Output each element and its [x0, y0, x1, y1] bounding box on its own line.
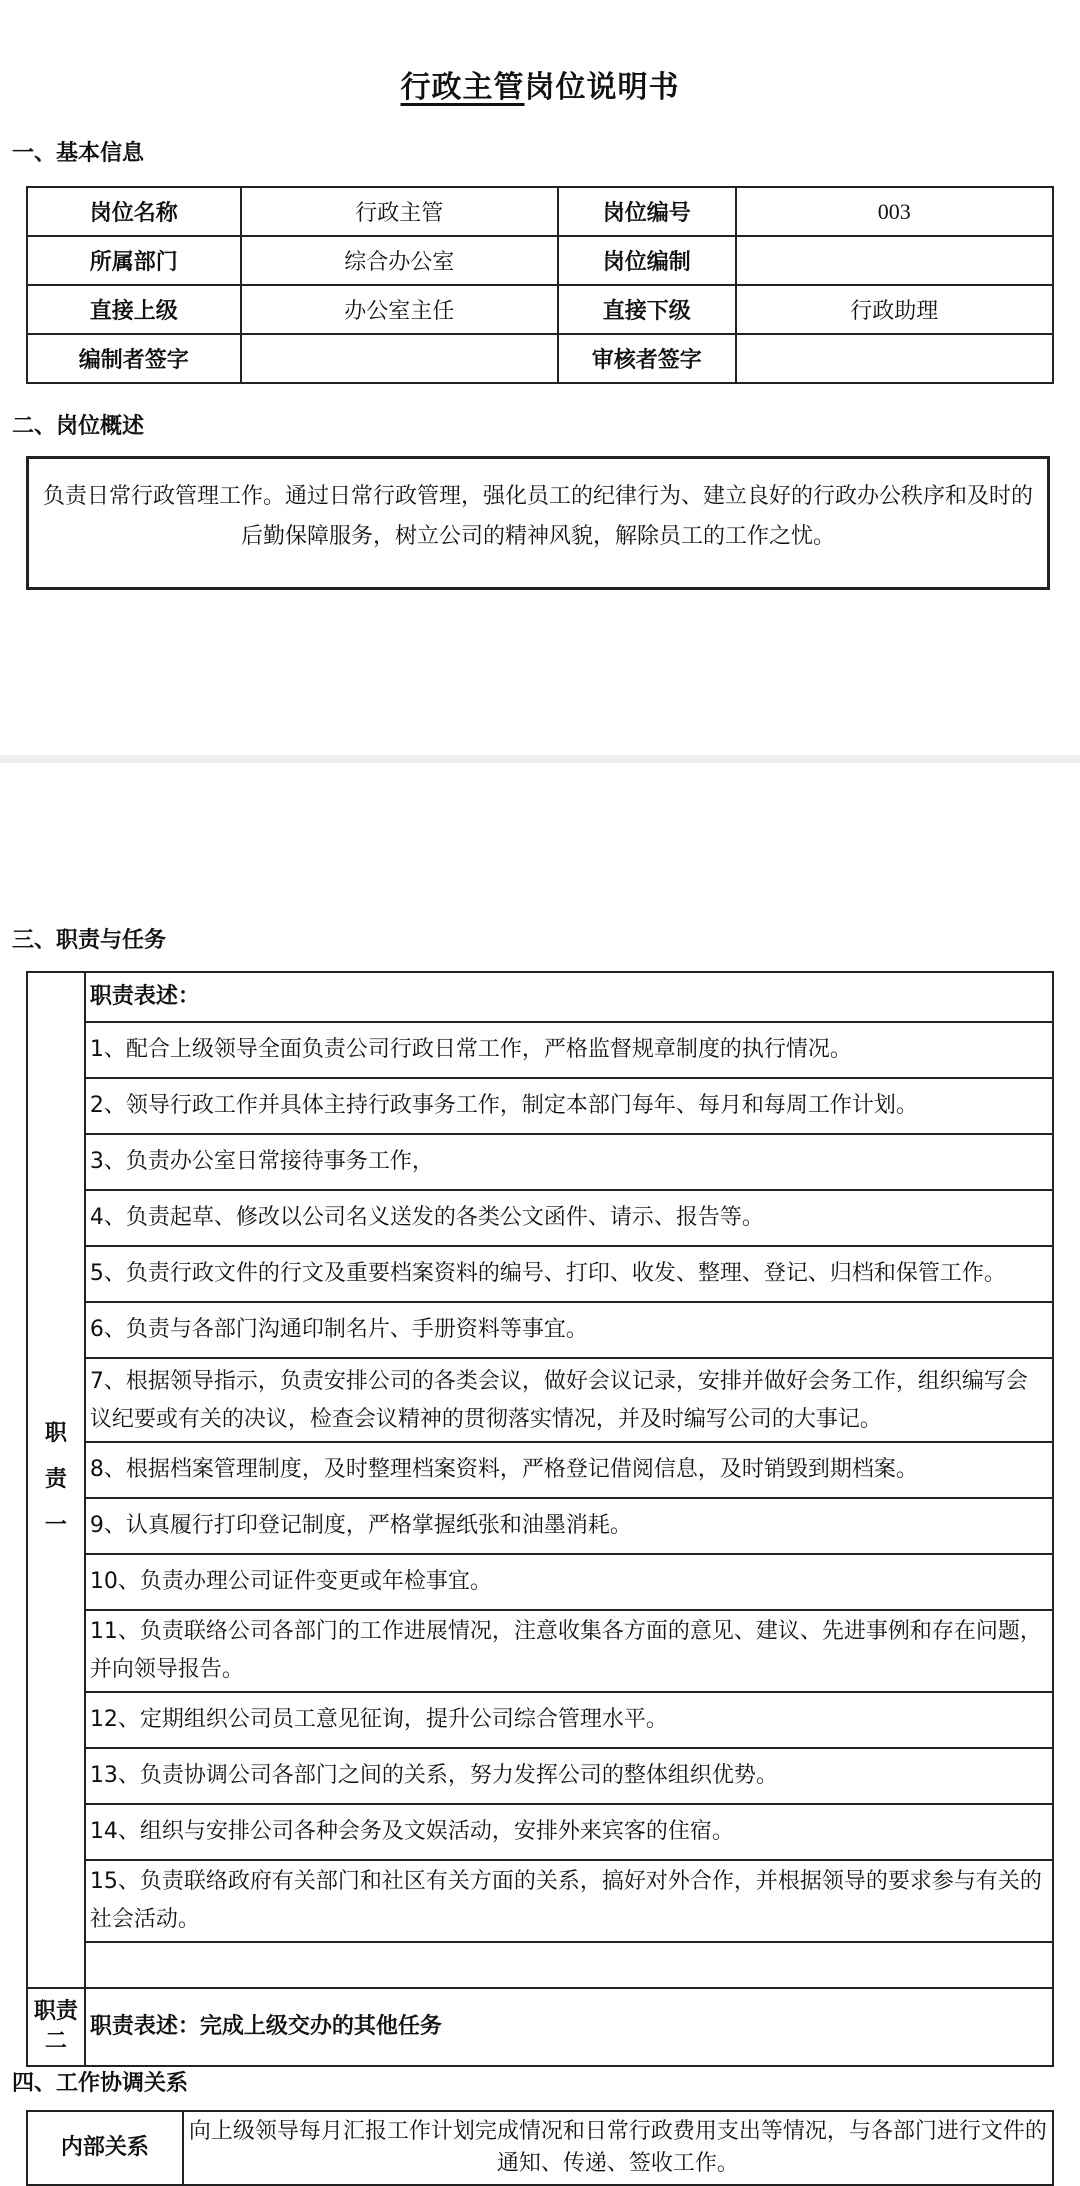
label-cell: 所属部门: [27, 236, 241, 285]
coordination-table: [26, 2110, 1054, 2186]
section-coordination: 四、工作协调关系: [12, 2071, 189, 2096]
duty-item: 1、配合上级领导全面负责公司行政日常工作，严格监督规章制度的执行情况。: [85, 1022, 1053, 1078]
table-row: [27, 2111, 1053, 2185]
table-row: [27, 1134, 1053, 1190]
duty-item: 7、根据领导指示，负责安排公司的各类会议，做好会议记录，安排并做好会务工作，组织编写会议纪要或有关的决议，检查会议精神的贯彻落实情况，并及时编写公司的大事记。: [85, 1358, 1053, 1442]
value-cell: [736, 334, 1053, 383]
duty-item: 9、认真履行打印登记制度，严格掌握纸张和油墨消耗。: [85, 1498, 1053, 1554]
value-cell: 办公室主任: [241, 285, 558, 334]
duty-item: 6、负责与各部门沟通印制名片、手册资料等事宜。: [85, 1302, 1053, 1358]
duty-group-1-label: [27, 972, 85, 1988]
value-cell: 行政助理: [736, 285, 1053, 334]
duty-item: 15、负责联络政府有关部门和社区有关方面的关系，搞好对外合作，并根据领导的要求参与有关的社会活动。: [85, 1860, 1053, 1942]
table-row: [27, 1302, 1053, 1358]
duty-item: 12、定期组织公司员工意见征询，提升公司综合管理水平。: [85, 1692, 1053, 1748]
table-row: [27, 187, 1053, 236]
duty-group-2-text: 职责表述：完成上级交办的其他任务: [85, 1988, 1053, 2066]
label-cell: 岗位编号: [558, 187, 736, 236]
internal-relation-label: 内部关系: [27, 2111, 183, 2185]
overview-text: 负责日常行政管理工作。通过日常行政管理，强化员工的纪律行为、建立良好的行政办公秩序和及时的后勤保障服务，树立公司的精神风貌，解除员工的工作之忧。: [42, 484, 1033, 549]
section-basic-info: 一、基本信息: [12, 141, 145, 166]
internal-relation-text: 向上级领导每月汇报工作计划完成情况和日常行政费用支出等情况，与各部门进行文件的通知、传递、签收工作。: [183, 2111, 1053, 2185]
label-cell: 编制者签字: [27, 334, 241, 383]
overview-box: [26, 456, 1050, 590]
table-row: [27, 236, 1053, 285]
table-row: [27, 972, 1053, 1022]
value-cell: 003: [736, 187, 1053, 236]
table-row: [27, 1554, 1053, 1610]
table-row: [27, 1942, 1053, 1988]
page-1: [0, 0, 1080, 755]
duty-item: 10、负责办理公司证件变更或年检事宜。: [85, 1554, 1053, 1610]
page-gap: [0, 755, 1080, 763]
table-row: [27, 334, 1053, 383]
value-cell: [736, 236, 1053, 285]
duty-group-1-text: 职 责 一: [44, 1421, 67, 1538]
table-row: [27, 1022, 1053, 1078]
table-row: [27, 1692, 1053, 1748]
duty-item: 3、负责办公室日常接待事务工作，: [85, 1134, 1053, 1190]
label-cell: 岗位编制: [558, 236, 736, 285]
table-row: [27, 1442, 1053, 1498]
duties-table: [26, 971, 1054, 2067]
section-overview: 二、岗位概述: [12, 414, 145, 439]
duty-group-2-label: 职责二: [27, 1988, 85, 2066]
duty-item: 4、负责起草、修改以公司名义送发的各类公文函件、请示、报告等。: [85, 1190, 1053, 1246]
table-row: [27, 1078, 1053, 1134]
duty-item: 13、负责协调公司各部门之间的关系，努力发挥公司的整体组织优势。: [85, 1748, 1053, 1804]
title-rest-part: 岗位说明书: [524, 70, 680, 105]
duty-item: 11、负责联络公司各部门的工作进展情况，注意收集各方面的意见、建议、先进事例和存在问题，并向领导报告。: [85, 1610, 1053, 1692]
document-title: [0, 62, 1080, 106]
table-row: [27, 1860, 1053, 1942]
table-row: [27, 1748, 1053, 1804]
table-row: [27, 1498, 1053, 1554]
label-cell: 审核者签字: [558, 334, 736, 383]
table-row: [27, 285, 1053, 334]
duty-item: 2、领导行政工作并具体主持行政事务工作，制定本部门每年、每月和每周工作计划。: [85, 1078, 1053, 1134]
label-cell: 直接下级: [558, 285, 736, 334]
table-row: [27, 1358, 1053, 1442]
label-cell: 直接上级: [27, 285, 241, 334]
table-row: [27, 1190, 1053, 1246]
table-row: [27, 1610, 1053, 1692]
table-row: [27, 1246, 1053, 1302]
duty-item: 5、负责行政文件的行文及重要档案资料的编号、打印、收发、整理、登记、归档和保管工作。: [85, 1246, 1053, 1302]
duty-header: 职责表述：: [85, 972, 1053, 1022]
table-row: [27, 1804, 1053, 1860]
value-cell: 综合办公室: [241, 236, 558, 285]
table-row: [27, 1988, 1053, 2066]
label-cell: 岗位名称: [27, 187, 241, 236]
duty-item: 14、组织与安排公司各种会务及文娱活动，安排外来宾客的住宿。: [85, 1804, 1053, 1860]
basic-info-table: [26, 186, 1054, 384]
empty-row: [85, 1942, 1053, 1988]
value-cell: 行政主管: [241, 187, 558, 236]
title-underlined-part: 行政主管: [400, 70, 525, 105]
section-duties: 三、职责与任务: [12, 928, 167, 953]
duty-item: 8、根据档案管理制度，及时整理档案资料，严格登记借阅信息，及时销毁到期档案。: [85, 1442, 1053, 1498]
value-cell: [241, 334, 558, 383]
